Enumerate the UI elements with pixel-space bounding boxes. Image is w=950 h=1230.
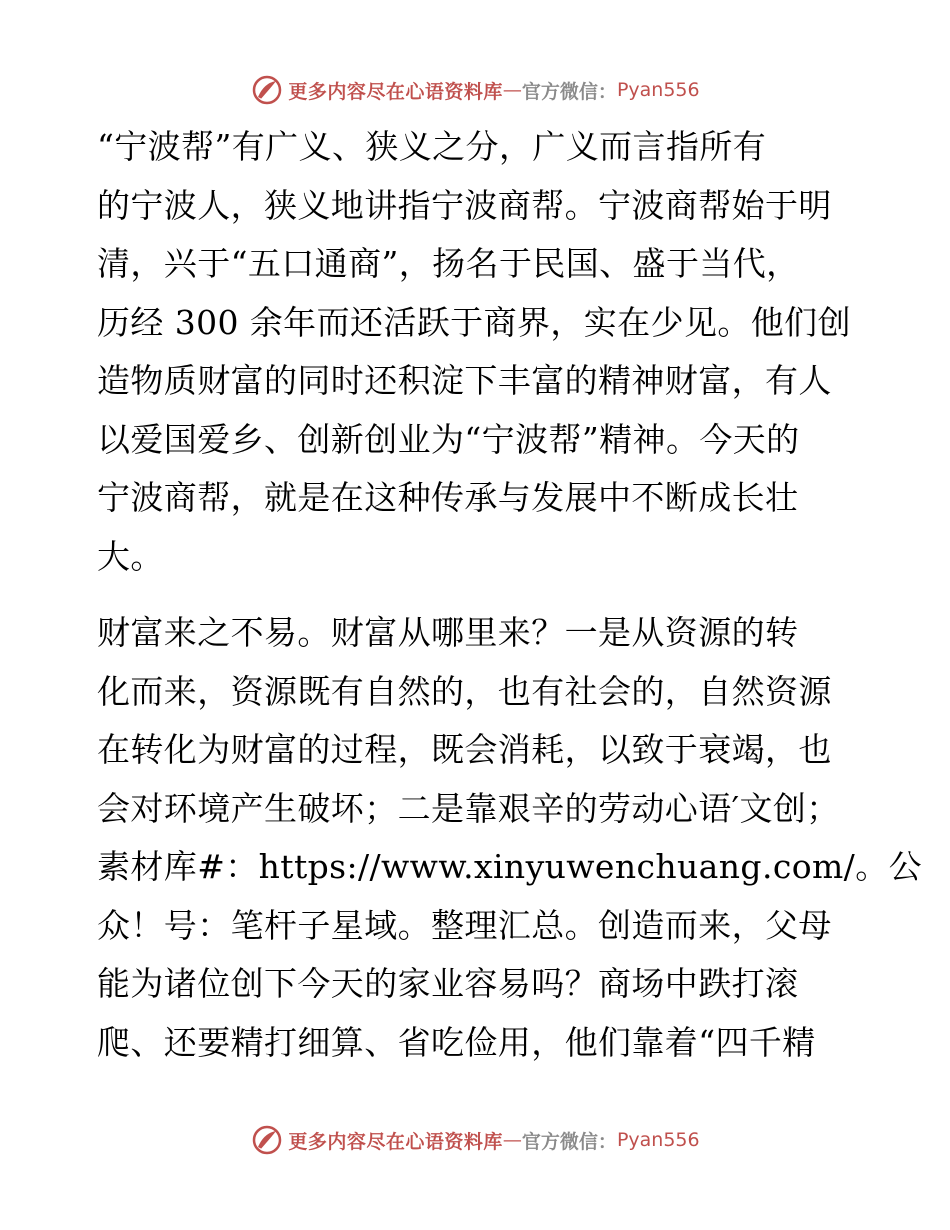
banner-wechat-id: Pyan556: [616, 79, 700, 101]
banner-dash: —: [502, 79, 522, 101]
text-line: 素材库#：https://www.xinyuwenchuang.com/。公: [97, 847, 922, 886]
banner-title: 更多内容尽在心语资料库: [288, 80, 503, 103]
text-line: 能为诸位创下今天的家业容易吗？商场中跌打滚: [97, 964, 799, 1003]
text-line: 造物质财富的同时还积淀下丰富的精神财富，有人: [97, 361, 832, 400]
text-line: 大。: [97, 536, 164, 576]
text-line: 清，兴于“五口通商”，扬名于民国、盛于当代，: [97, 244, 800, 283]
document-body: [97, 118, 922, 1072]
paragraph-gap: [97, 586, 857, 604]
banner-wechat-label: 官方微信：: [521, 1130, 617, 1153]
brand-logo-icon: [250, 1123, 284, 1157]
text-line: 众！号：笔杆子星域。整理汇总。创造而来，父母: [97, 905, 832, 945]
text-line: 在转化为财富的过程，既会消耗，以致于衰竭，也: [97, 730, 832, 769]
text-line: 以爱国爱乡、创新创业为“宁波帮”精神。今天的: [97, 419, 800, 459]
paragraph-1: [97, 118, 857, 586]
brand-logo-icon: [250, 73, 284, 107]
text-line: 的宁波人，狭义地讲指宁波商帮。宁波商帮始于明: [97, 185, 832, 225]
banner-title: 更多内容尽在心语资料库: [288, 1130, 503, 1153]
text-line: 化而来，资源既有自然的，也有社会的，自然资源: [97, 671, 832, 711]
text-line: 财富来之不易。财富从哪里来？一是从资源的转: [97, 613, 799, 652]
banner-wechat-id: Pyan556: [616, 1129, 700, 1151]
footer-banner: [0, 1120, 950, 1160]
header-banner: [0, 70, 950, 110]
paragraph-2: [97, 604, 922, 1072]
text-line: 宁波商帮，就是在这种传承与发展中不断成长壮: [97, 478, 799, 517]
text-line: 爬、还要精打细算、省吃俭用，他们靠着“四千精: [97, 1022, 816, 1062]
banner-wechat-label: 官方微信：: [521, 80, 617, 103]
banner-dash: —: [502, 1129, 522, 1151]
text-line: 会对环境产生破坏；二是靠艰辛的劳动心语′文创；: [97, 788, 840, 828]
text-line: 历经 300 余年而还活跃于商界，实在少见。他们创: [97, 302, 851, 342]
text-line: “宁波帮”有广义、狭义之分，广义而言指所有: [97, 127, 767, 166]
